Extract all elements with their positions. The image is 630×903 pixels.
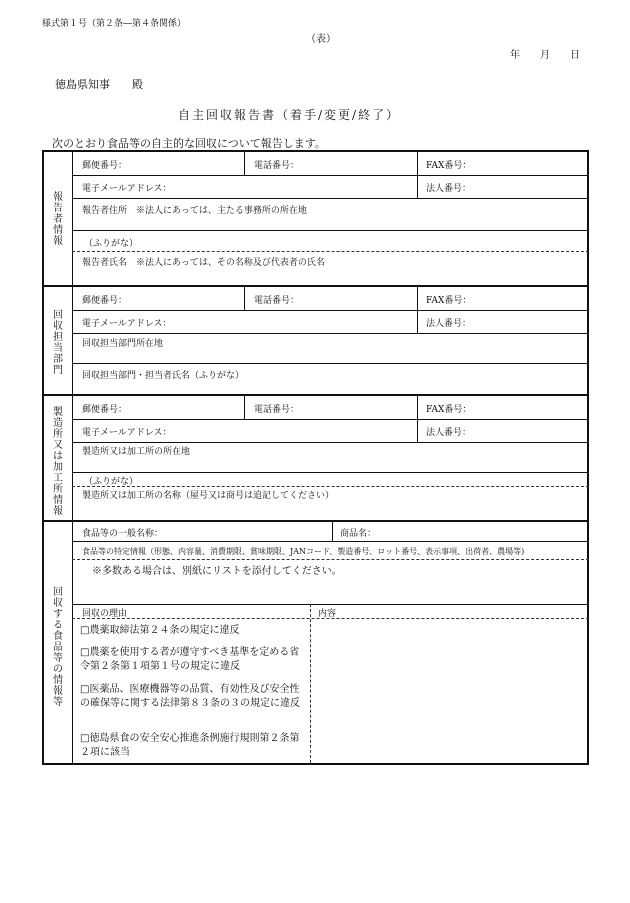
reason-content-divider: [310, 604, 311, 763]
dashed-divider: [72, 486, 589, 487]
food-note: ※多数ある場合は、別紙にリストを添付してください。: [92, 566, 342, 577]
row-divider: [72, 363, 589, 364]
factory-name[interactable]: 製造所又は加工所の名称（屋号又は商号は追記してください）: [82, 491, 335, 501]
intro-text: 次のとおり食品等の自主的な回収について報告します。: [52, 137, 326, 150]
reason-checkbox-1[interactable]: □農薬取締法第２４条の規定に違反: [80, 625, 240, 636]
reason-checkbox-3[interactable]: □医薬品、医療機器等の品質、有効性及び安全性の確保等に関する法律第８３条の３の規定に違反: [80, 684, 300, 709]
row-divider: [72, 442, 589, 443]
dept-person[interactable]: 回収担当部門・担当者氏名（ふりがな）: [82, 371, 245, 381]
form-number: 様式第１号（第２条―第４条関係）: [42, 19, 187, 29]
factory-email[interactable]: 電子メールアドレス：: [82, 428, 172, 438]
report-form: [42, 150, 589, 765]
factory-postal[interactable]: 郵便番号：: [82, 405, 128, 415]
food-specific-info[interactable]: 食品等の特定情報（形態、内容量、消費期限、賞味期限、JANコード、製造番号、ロット番号、表示事項、出荷者、農場等): [82, 547, 525, 556]
reporter-name[interactable]: 報告者氏名 ※法人にあっては、その名称及び代表者の氏名: [82, 258, 325, 268]
dashed-divider: [72, 559, 589, 560]
col-divider: [244, 396, 245, 419]
food-product-name[interactable]: 商品名：: [340, 529, 377, 539]
row-divider: [72, 604, 589, 605]
factory-corp-no[interactable]: 法人番号：: [426, 428, 472, 438]
factory-address[interactable]: 製造所又は加工所の所在地: [82, 447, 191, 457]
side-column-divider: [72, 152, 73, 763]
face-label: （表）: [306, 34, 336, 45]
section-divider: [44, 520, 589, 522]
content-header: 内容: [318, 609, 337, 619]
dept-section-label: 回収担当部門: [53, 310, 63, 376]
reason-header: 回収の理由: [82, 609, 128, 619]
addressee: 徳島県知事 殿: [55, 78, 143, 91]
dept-phone[interactable]: 電話番号：: [254, 296, 300, 306]
reason-checkbox-4[interactable]: □徳島県食の安全安心推進条例施行規則第２条第２項に該当: [80, 733, 300, 758]
reporter-fax[interactable]: FAX番号：: [426, 161, 472, 171]
dept-fax[interactable]: FAX番号：: [426, 296, 472, 306]
row-divider: [72, 333, 589, 334]
row-divider: [72, 541, 589, 542]
col-divider: [244, 287, 245, 310]
col-divider: [332, 522, 333, 541]
reporter-postal[interactable]: 郵便番号：: [82, 161, 128, 171]
row-divider: [72, 419, 589, 420]
row-divider: [72, 175, 589, 176]
food-general-name[interactable]: 食品等の一般名称：: [82, 529, 164, 539]
reporter-section-label: 報告者情報: [53, 192, 63, 247]
row-divider: [72, 198, 589, 199]
reporter-email[interactable]: 電子メールアドレス：: [82, 184, 172, 194]
section-divider: [44, 394, 589, 396]
dept-email[interactable]: 電子メールアドレス：: [82, 319, 172, 329]
row-divider: [72, 230, 589, 231]
date-field: 年 月 日: [510, 50, 580, 61]
dashed-divider: [72, 618, 589, 619]
dept-postal[interactable]: 郵便番号：: [82, 296, 128, 306]
factory-section-label: 製造所又は加工所情報: [53, 407, 63, 517]
dept-address[interactable]: 回収担当部門所在地: [82, 339, 164, 349]
food-section-label: 回収する食品等の情報等: [53, 587, 63, 708]
row-divider: [72, 472, 589, 473]
dashed-divider: [72, 251, 589, 252]
col-divider: [244, 152, 245, 175]
page-title: 自主回収報告書（着手/変更/終了）: [178, 108, 401, 122]
factory-phone[interactable]: 電話番号：: [254, 405, 300, 415]
reporter-corp-no[interactable]: 法人番号：: [426, 184, 472, 194]
reporter-phone[interactable]: 電話番号：: [254, 161, 300, 171]
factory-fax[interactable]: FAX番号：: [426, 405, 472, 415]
dept-corp-no[interactable]: 法人番号：: [426, 319, 472, 329]
section-divider: [44, 285, 589, 287]
reporter-address[interactable]: 報告者住所 ※法人にあっては、主たる事務所の所在地: [82, 206, 307, 216]
reason-checkbox-2[interactable]: □農薬を使用する者が遵守すべき基準を定める省令第２条第１項第１号の規定に違反: [80, 647, 300, 672]
factory-furigana[interactable]: （ふりがな）: [84, 477, 139, 487]
row-divider: [72, 310, 589, 311]
reporter-furigana[interactable]: （ふりがな）: [84, 239, 139, 249]
